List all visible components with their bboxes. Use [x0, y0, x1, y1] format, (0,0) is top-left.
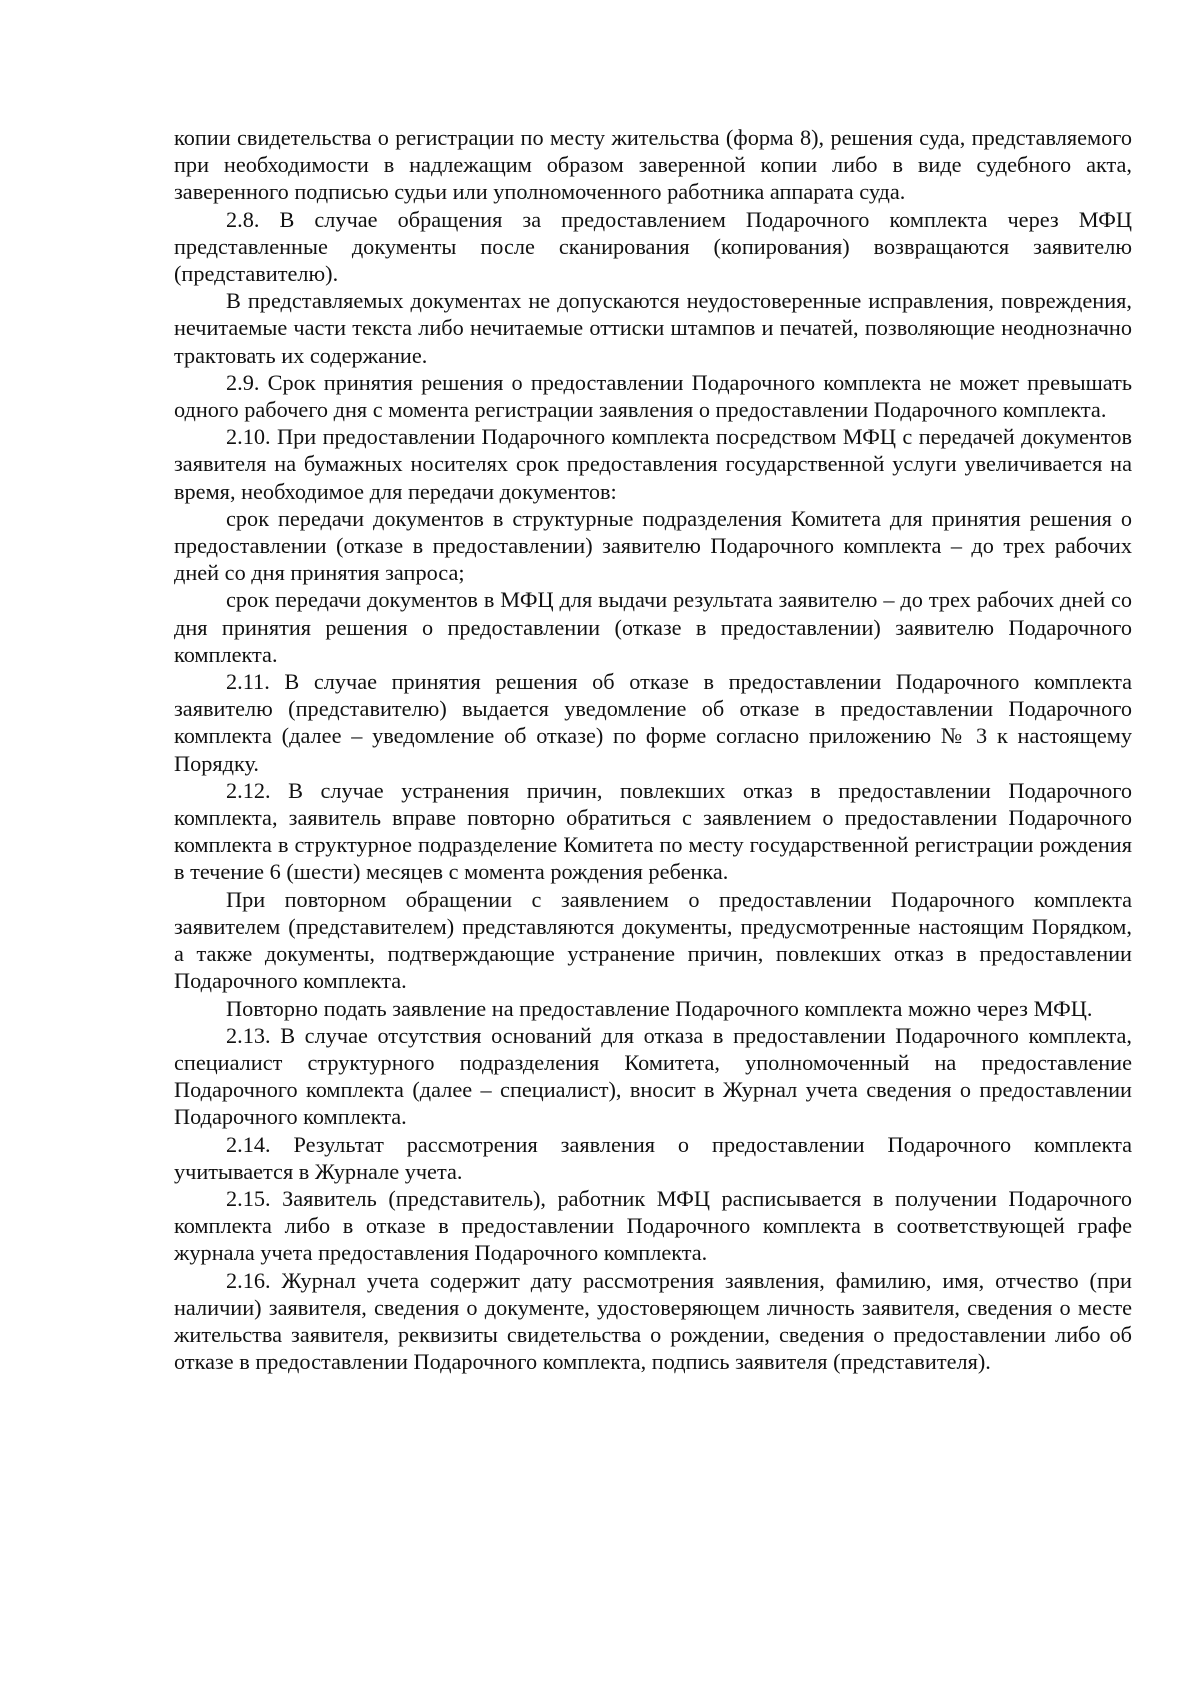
- document-body: [174, 124, 1132, 1375]
- paragraph-2-10: 2.10. При предоставлении Подарочного комплекта посредством МФЦ с передачей документов заявителя на бумажных носителях срок предоставления государственной услуги увеличивается на время, необходимое для передачи документов:: [174, 424, 1132, 504]
- paragraph-2-11: 2.11. В случае принятия решения об отказе в предоставлении Подарочного комплекта заявителю (представителю) выдается уведомление об отказе в предоставлении Подарочного комплекта (далее – уведомление об отказе) по форме согласно приложению № 3 к настоящему Порядку.: [174, 669, 1132, 776]
- paragraph-repeat-via-mfc: Повторно подать заявление на предоставление Подарочного комплекта можно через МФЦ.: [226, 995, 1093, 1021]
- paragraph-2-9: 2.9. Срок принятия решения о предоставлении Подарочного комплекта не может превышать одного рабочего дня с момента регистрации заявления о предоставлении Подарочного комплекта.: [174, 369, 1132, 423]
- paragraph-2-15: 2.15. Заявитель (представитель), работник МФЦ расписывается в получении Подарочного комплекта либо в отказе в предоставлении Подарочного комплекта в соответствующей графе журнала учета предоставления Подарочного комплекта.: [174, 1185, 1132, 1266]
- paragraph-documents-restrictions: В представляемых документах не допускаются неудостоверенные исправления, повреждения, нечитаемые части текста либо нечитаемые оттиски штампов и печатей, позволяющие неоднозначно трактовать их содержание.: [174, 288, 1132, 368]
- paragraph-transfer-to-committee: срок передачи документов в структурные подразделения Комитета для принятия решения о предоставлении (отказе в предоставлении) заявителю Подарочного комплекта – до трех рабочих дней со дня принятия запроса;: [174, 505, 1132, 586]
- paragraph-2-13: 2.13. В случае отсутствия оснований для отказа в предоставлении Подарочного комплекта, специалист структурного подразделения Комитета, уполномоченный на предоставление Подарочного комплекта (далее – специалист), вносит в Журнал учета сведения о предоставлении Подарочного комплекта.: [174, 1022, 1132, 1130]
- paragraph-repeat-application: При повторном обращении с заявлением о предоставлении Подарочного комплекта заявителем (представителем) представляются документы, предусмотренные настоящим Порядком, а также документы, подтверждающие устранение причин, повлекших отказ в предоставлении Подарочного комплекта.: [174, 886, 1132, 994]
- paragraph-continuation: копии свидетельства о регистрации по месту жительства (форма 8), решения суда, представляемого при необходимости в надлежащим образом заверенной копии либо в виде судебного акта, заверенного подписью судьи или уполномоченного работника аппарата суда.: [174, 125, 1132, 205]
- paragraph-2-12: 2.12. В случае устранения причин, повлекших отказ в предоставлении Подарочного комплекта, заявитель вправе повторно обратиться с заявлением о предоставлении Подарочного комплекта в структурное подразделение Комитета по месту государственной регистрации рождения в течение 6 (шести) месяцев с момента рождения ребенка.: [174, 777, 1132, 885]
- paragraph-2-16: 2.16. Журнал учета содержит дату рассмотрения заявления, фамилию, имя, отчество (при наличии) заявителя, сведения о документе, удостоверяющем личность заявителя, сведения о месте жительства заявителя, реквизиты свидетельства о рождении, сведения о предоставлении либо об отказе в предоставлении Подарочного комплекта, подпись заявителя (представителя).: [174, 1267, 1132, 1375]
- paragraph-2-14: 2.14. Результат рассмотрения заявления о предоставлении Подарочного комплекта учитывается в Журнале учета.: [174, 1131, 1132, 1184]
- paragraph-2-8: 2.8. В случае обращения за предоставлением Подарочного комплекта через МФЦ представленные документы после сканирования (копирования) возвращаются заявителю (представителю).: [174, 206, 1132, 287]
- paragraph-transfer-to-mfc: срок передачи документов в МФЦ для выдачи результата заявителю – до трех рабочих дней со дня принятия решения о предоставлении (отказе в предоставлении) заявителю Подарочного комплекта.: [174, 587, 1132, 667]
